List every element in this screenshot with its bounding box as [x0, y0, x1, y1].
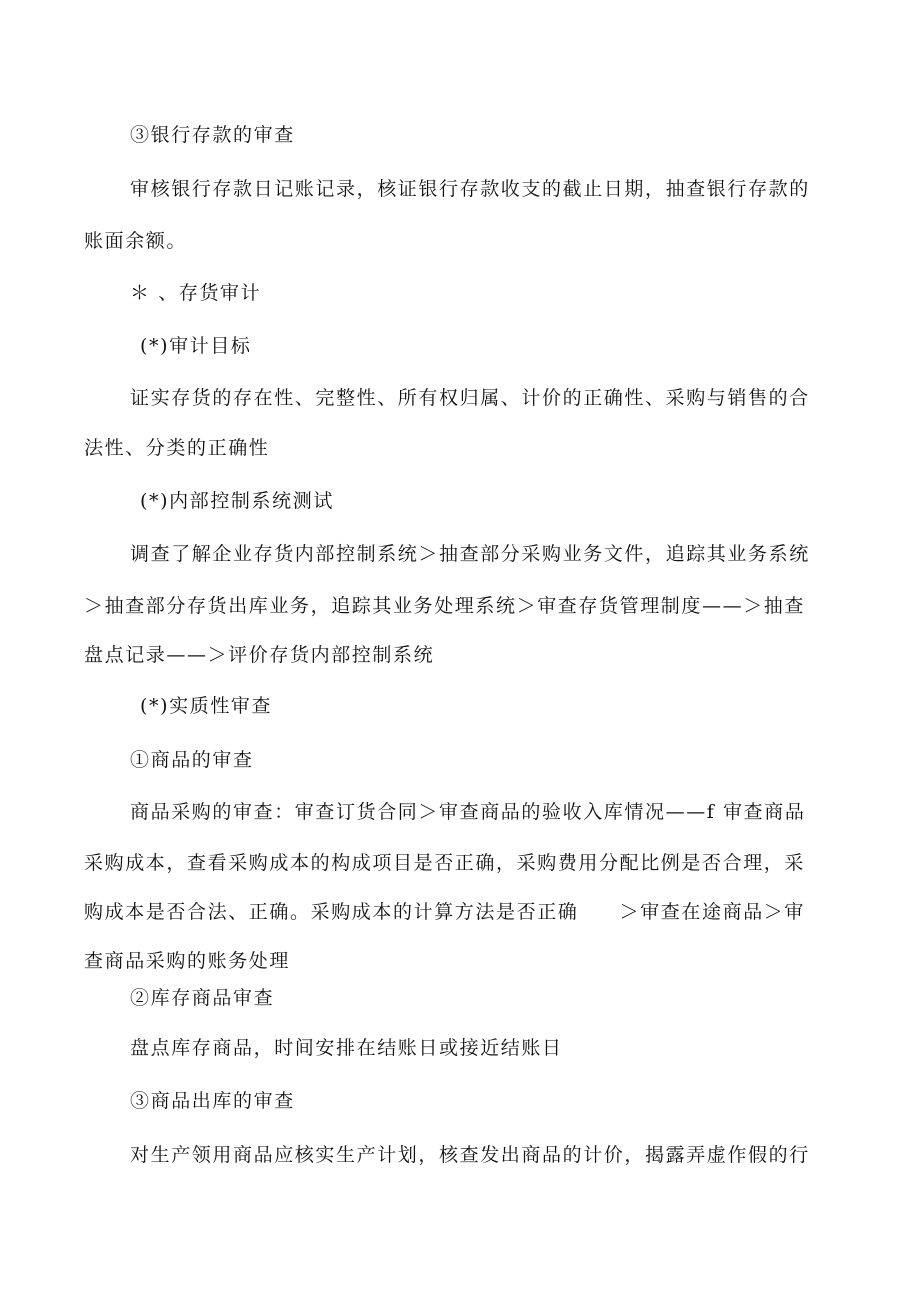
- paragraph-line: 购成本是否合法、正确。采购成本的计算方法是否正确 ＞审查在途商品＞审: [84, 901, 806, 923]
- paragraph-line: 对生产领用商品应核实生产计划，核查发出商品的计价，揭露弄虚作假的行: [130, 1144, 810, 1166]
- subheading-internal-control-test: (*)内部控制系统测试: [140, 490, 334, 512]
- paragraph-line: 盘点记录——＞评价存货内部控制系统: [84, 644, 435, 666]
- paragraph-line: 采购成本，查看采购成本的构成项目是否正确，采购费用分配比例是否合理，采: [84, 852, 806, 874]
- paragraph-line: ＞抽查部分存货出库业务，追踪其业务处理系统＞审查存货管理制度——＞抽查: [84, 595, 806, 617]
- paragraph-line: 盘点库存商品，时间安排在结账日或接近结账日: [130, 1037, 563, 1059]
- subheading-substantive-review: (*)实质性审查: [140, 695, 273, 717]
- subheading-audit-objective: (*)审计目标: [140, 335, 252, 357]
- heading-goods-outbound-review: ③商品出库的审查: [130, 1090, 295, 1112]
- paragraph-line: 商品采购的审查：审查订货合同＞审查商品的验收入库情况——f 审查商品: [130, 801, 806, 823]
- heading-goods-review: ①商品的审查: [130, 749, 254, 771]
- paragraph-line: 审核银行存款日记账记录，核证银行存款收支的截止日期，抽查银行存款的: [130, 178, 810, 200]
- paragraph-line: 调查了解企业存货内部控制系统＞抽查部分采购业务文件，追踪其业务系统: [130, 543, 810, 565]
- heading-bank-deposit-review: ③银行存款的审查: [130, 124, 295, 146]
- heading-stock-goods-review: ②库存商品审查: [130, 987, 275, 1009]
- paragraph-line: 证实存货的存在性、完整性、所有权归属、计价的正确性、采购与销售的合: [130, 387, 810, 409]
- section-heading-inventory-audit: ＊ 、存货审计: [130, 282, 262, 304]
- paragraph-line: 账面余额。: [84, 230, 188, 252]
- paragraph-line: 查商品采购的账务处理: [84, 950, 291, 972]
- paragraph-line: 法性、分类的正确性: [84, 437, 270, 459]
